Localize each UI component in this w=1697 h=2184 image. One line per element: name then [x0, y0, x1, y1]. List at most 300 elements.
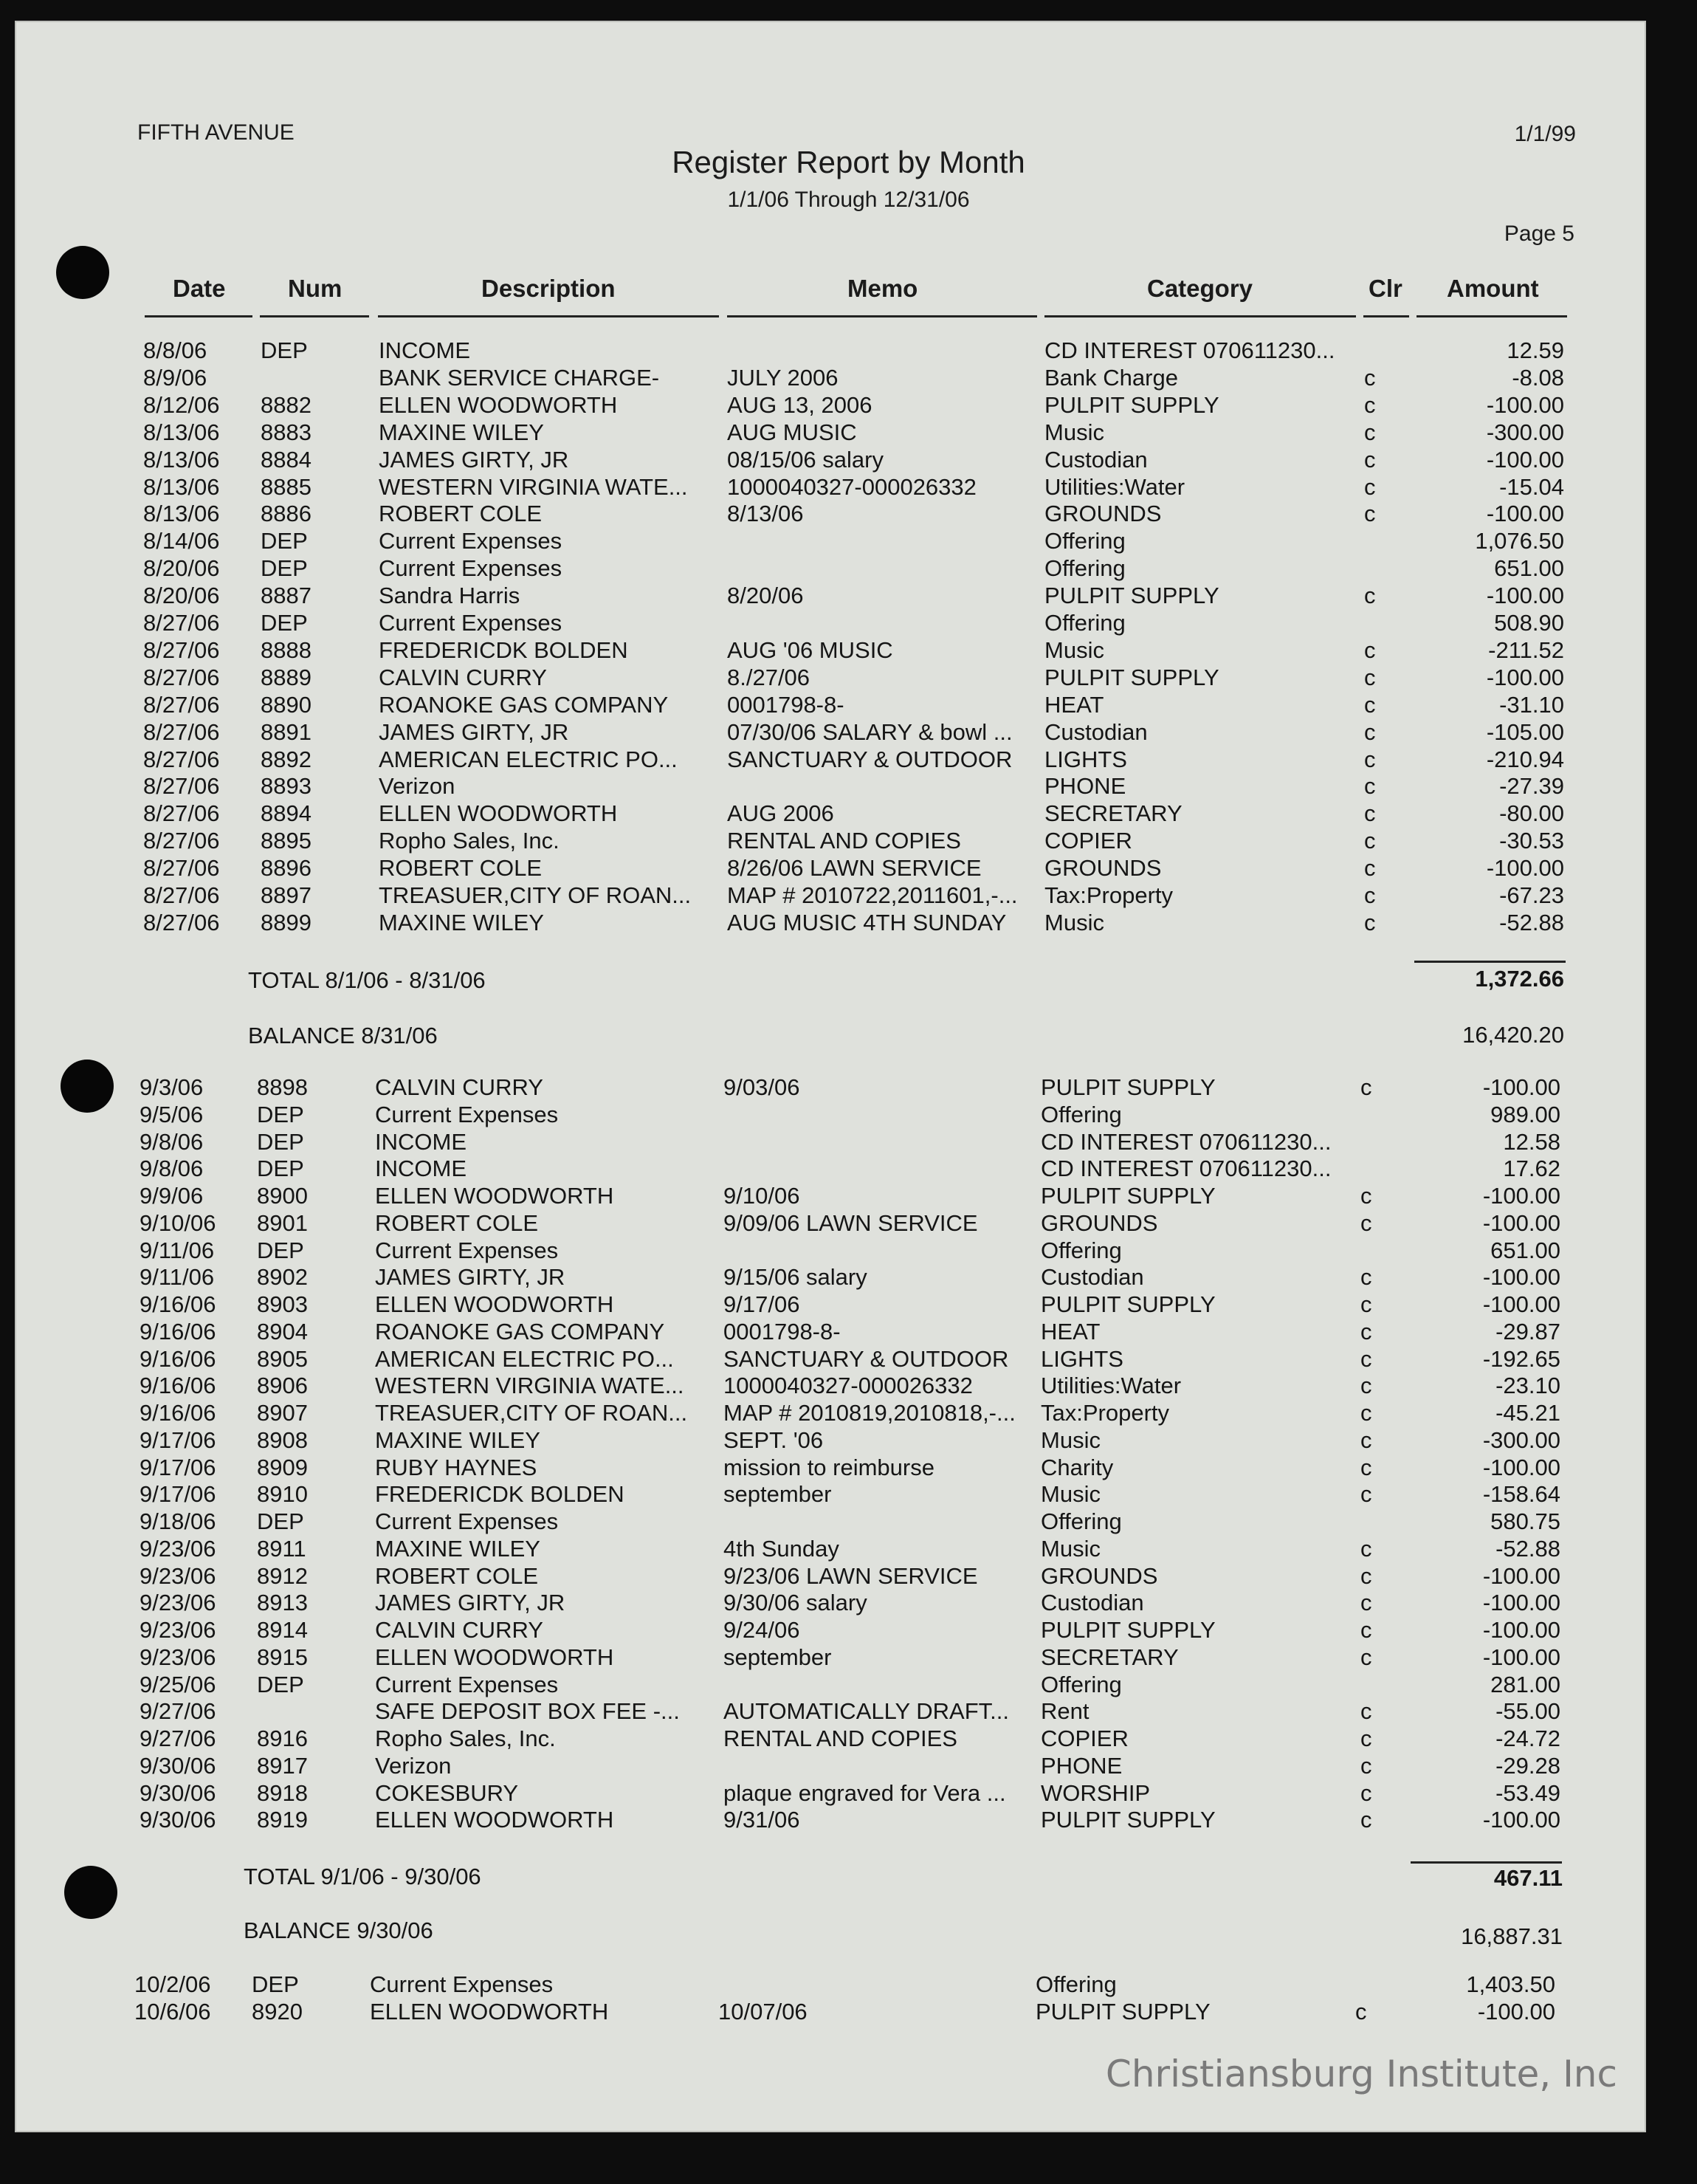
cell-category: Offering	[1044, 528, 1126, 554]
cell-date: 8/27/06	[143, 855, 220, 882]
cell-clr: c	[1360, 1752, 1372, 1779]
cell-date: 8/14/06	[143, 528, 220, 554]
cell-description: INCOME	[375, 1155, 467, 1182]
cell-category: PULPIT SUPPLY	[1041, 1074, 1216, 1100]
cell-category: Utilities:Water	[1044, 473, 1185, 500]
cell-memo: 8/13/06	[727, 501, 804, 527]
cell-date: 8/13/06	[143, 473, 220, 500]
cell-date: 9/16/06	[140, 1318, 216, 1345]
cell-clr: c	[1360, 1426, 1372, 1453]
cell-date: 8/27/06	[143, 882, 220, 908]
cell-clr: c	[1360, 1291, 1372, 1317]
cell-clr: c	[1364, 473, 1376, 500]
cell-memo: mission to reimburse	[723, 1454, 934, 1480]
cell-date: 8/9/06	[143, 364, 207, 391]
cell-date: 9/16/06	[140, 1373, 216, 1399]
cell-clr: c	[1364, 800, 1376, 827]
cell-num: 8890	[261, 691, 311, 718]
table-row	[0, 1291, 1693, 1319]
table-row	[0, 1617, 1693, 1644]
august-total-amount: 1,372.66	[1475, 966, 1564, 992]
cell-clr: c	[1360, 1698, 1372, 1725]
cell-num: 8901	[257, 1209, 308, 1236]
cell-memo: 0001798-8-	[727, 691, 844, 718]
cell-memo: SANCTUARY & OUTDOOR	[723, 1345, 1009, 1372]
cell-description: ROBERT COLE	[379, 855, 543, 882]
cell-category: CD INTEREST 070611230...	[1044, 337, 1335, 363]
cell-memo: september	[723, 1481, 832, 1508]
cell-description: AMERICAN ELECTRIC PO...	[375, 1345, 674, 1372]
cell-memo: 9/23/06 LAWN SERVICE	[723, 1562, 978, 1589]
cell-num: DEP	[257, 1508, 304, 1534]
cell-date: 9/25/06	[140, 1671, 216, 1697]
table-row	[0, 1427, 1693, 1455]
cell-date: 9/10/06	[140, 1209, 216, 1236]
cell-memo: AUG 2006	[727, 800, 834, 827]
cell-memo: RENTAL AND COPIES	[723, 1725, 957, 1751]
watermark-text: Christiansburg Institute, Inc	[1105, 2053, 1617, 2095]
cell-clr: c	[1364, 718, 1376, 745]
cell-clr: c	[1364, 773, 1376, 800]
table-row	[0, 1725, 1693, 1753]
cell-num: 8910	[257, 1481, 308, 1508]
cell-amount: -100.00	[1482, 1291, 1560, 1317]
cell-clr: c	[1364, 855, 1376, 882]
cell-clr: c	[1360, 1590, 1372, 1616]
cell-category: LIGHTS	[1044, 746, 1127, 772]
binder-hole-top	[56, 246, 109, 299]
cell-clr: c	[1360, 1779, 1372, 1806]
table-row	[0, 1400, 1693, 1427]
col-underline-description	[378, 315, 719, 317]
col-header-num: Num	[288, 275, 343, 302]
september-balance-label: BALANCE 9/30/06	[244, 1917, 433, 1943]
cell-date: 9/11/06	[140, 1237, 215, 1263]
table-row	[0, 1807, 1693, 1834]
cell-num: 8899	[261, 909, 311, 935]
col-underline-amount	[1417, 315, 1567, 317]
table-row	[0, 1536, 1693, 1563]
cell-date: 8/27/06	[143, 636, 220, 663]
cell-date: 9/23/06	[140, 1562, 216, 1589]
table-row	[0, 1074, 1693, 1102]
cell-description: Current Expenses	[370, 1971, 554, 1997]
cell-category: PULPIT SUPPLY	[1041, 1617, 1216, 1643]
page-number: Page 5	[1504, 222, 1574, 246]
table-row	[0, 337, 1697, 365]
cell-category: Tax:Property	[1044, 882, 1174, 908]
table-row	[0, 419, 1697, 447]
cell-description: ELLEN WOODWORTH	[379, 391, 618, 418]
table-row	[0, 1264, 1693, 1291]
cell-num: DEP	[261, 337, 308, 363]
cell-description: CALVIN CURRY	[375, 1074, 543, 1100]
report-print-date: 1/1/99	[1514, 122, 1576, 146]
cell-memo: JULY 2006	[727, 364, 839, 391]
cell-num: DEP	[257, 1237, 304, 1263]
cell-clr: c	[1360, 1183, 1372, 1209]
cell-date: 8/27/06	[143, 773, 220, 800]
cell-clr: c	[1360, 1644, 1372, 1670]
cell-amount: -100.00	[1482, 1562, 1560, 1589]
cell-memo: MAP # 2010722,2011601,-...	[727, 882, 1018, 908]
cell-category: PULPIT SUPPLY	[1044, 664, 1219, 690]
cell-description: JAMES GIRTY, JR	[375, 1264, 565, 1291]
cell-description: ELLEN WOODWORTH	[375, 1644, 614, 1670]
cell-description: TREASUER,CITY OF ROAN...	[375, 1400, 688, 1426]
cell-clr: c	[1364, 364, 1376, 391]
cell-num: 8909	[257, 1454, 308, 1480]
cell-amount: -300.00	[1486, 419, 1564, 445]
cell-clr: c	[1364, 636, 1376, 663]
cell-num: 8913	[257, 1590, 308, 1616]
cell-amount: -100.00	[1486, 391, 1564, 418]
cell-category: Rent	[1041, 1698, 1090, 1725]
cell-num: 8895	[261, 828, 311, 854]
cell-date: 9/17/06	[140, 1481, 216, 1508]
cell-category: Music	[1041, 1426, 1101, 1453]
cell-date: 9/30/06	[140, 1752, 216, 1779]
cell-num: 8883	[261, 419, 311, 445]
cell-date: 9/27/06	[140, 1725, 216, 1751]
cell-category: Offering	[1044, 610, 1126, 636]
cell-memo: AUTOMATICALLY DRAFT...	[723, 1698, 1010, 1725]
cell-num: 8896	[261, 855, 311, 882]
table-row	[0, 1346, 1693, 1373]
table-row	[0, 1672, 1693, 1699]
cell-num: 8894	[261, 800, 311, 827]
cell-amount: 651.00	[1490, 1237, 1560, 1263]
cell-date: 8/13/06	[143, 446, 220, 473]
cell-category: WORSHIP	[1041, 1779, 1151, 1806]
cell-description: Current Expenses	[375, 1101, 559, 1127]
cell-category: Tax:Property	[1041, 1400, 1170, 1426]
cell-category: Custodian	[1041, 1264, 1144, 1291]
cell-num: 8888	[261, 636, 311, 663]
cell-clr: c	[1360, 1481, 1372, 1508]
cell-clr: c	[1355, 1999, 1367, 2025]
cell-num: 8889	[261, 664, 311, 690]
cell-amount: -24.72	[1495, 1725, 1560, 1751]
table-row	[0, 1508, 1693, 1536]
cell-description: CALVIN CURRY	[379, 664, 547, 690]
cell-description: ELLEN WOODWORTH	[375, 1807, 614, 1833]
cell-memo: 9/17/06	[723, 1291, 800, 1317]
table-row	[0, 528, 1697, 555]
cell-memo: 10/07/06	[718, 1999, 808, 2025]
cell-date: 9/3/06	[140, 1074, 204, 1100]
col-header-description: Description	[481, 275, 616, 302]
table-row	[0, 637, 1697, 665]
cell-num: 8914	[257, 1617, 308, 1643]
table-row	[0, 474, 1697, 501]
cell-amount: -52.88	[1495, 1535, 1560, 1562]
table-row	[0, 1319, 1693, 1346]
table-row	[0, 1481, 1693, 1508]
table-row	[0, 555, 1697, 583]
cell-memo: 1000040327-000026332	[727, 473, 977, 500]
table-row	[0, 800, 1697, 828]
cell-num: 8900	[257, 1183, 308, 1209]
table-row	[0, 1155, 1693, 1183]
cell-memo: 08/15/06 salary	[727, 446, 884, 473]
cell-num: 8893	[261, 773, 311, 800]
table-row	[0, 1999, 1688, 2026]
table-row	[0, 665, 1697, 692]
cell-clr: c	[1364, 419, 1376, 445]
cell-amount: -53.49	[1495, 1779, 1560, 1806]
cell-memo: AUG MUSIC 4TH SUNDAY	[727, 909, 1007, 935]
cell-category: Custodian	[1044, 446, 1148, 473]
col-header-memo: Memo	[847, 275, 918, 302]
cell-category: PULPIT SUPPLY	[1036, 1999, 1211, 2025]
cell-clr: c	[1360, 1617, 1372, 1643]
table-row	[0, 610, 1697, 637]
table-row	[0, 1102, 1693, 1129]
september-total-label: TOTAL 9/1/06 - 9/30/06	[244, 1864, 481, 1889]
cell-date: 10/6/06	[134, 1999, 211, 2025]
cell-description: ROBERT COLE	[375, 1562, 539, 1589]
cell-amount: -100.00	[1482, 1183, 1560, 1209]
cell-amount: -100.00	[1477, 1999, 1555, 2025]
table-row	[0, 1563, 1693, 1590]
cell-category: CD INTEREST 070611230...	[1041, 1155, 1332, 1182]
cell-clr: c	[1360, 1345, 1372, 1372]
cell-memo: 4th Sunday	[723, 1535, 839, 1562]
table-row	[0, 1644, 1693, 1672]
cell-num: 8911	[257, 1535, 306, 1562]
cell-description: MAXINE WILEY	[379, 419, 544, 445]
table-row	[0, 447, 1697, 474]
cell-date: 9/18/06	[140, 1508, 216, 1534]
cell-category: Music	[1044, 419, 1104, 445]
cell-clr: c	[1360, 1535, 1372, 1562]
cell-clr: c	[1360, 1400, 1372, 1426]
cell-memo: 1000040327-000026332	[723, 1373, 973, 1399]
cell-num: 8887	[261, 583, 311, 609]
cell-memo: 07/30/06 SALARY & bowl ...	[727, 718, 1013, 745]
cell-category: HEAT	[1041, 1318, 1101, 1345]
cell-description: JAMES GIRTY, JR	[379, 718, 569, 745]
cell-num: 8905	[257, 1345, 308, 1372]
cell-description: TREASUER,CITY OF ROAN...	[379, 882, 692, 908]
cell-amount: -67.23	[1499, 882, 1564, 908]
cell-description: MAXINE WILEY	[379, 909, 544, 935]
cell-description: Current Expenses	[379, 528, 562, 554]
cell-clr: c	[1360, 1454, 1372, 1480]
cell-description: ELLEN WOODWORTH	[370, 1999, 609, 2025]
table-row	[0, 1373, 1693, 1400]
cell-date: 9/23/06	[140, 1644, 216, 1670]
cell-description: COKESBURY	[375, 1779, 519, 1806]
cell-num: DEP	[261, 528, 308, 554]
cell-clr: c	[1360, 1807, 1372, 1833]
cell-category: Charity	[1041, 1454, 1114, 1480]
col-underline-num	[260, 315, 369, 317]
cell-num: 8886	[261, 501, 311, 527]
cell-category: Offering	[1041, 1671, 1122, 1697]
cell-amount: -8.08	[1512, 364, 1564, 391]
cell-amount: -30.53	[1499, 828, 1564, 854]
cell-memo: 0001798-8-	[723, 1318, 841, 1345]
cell-amount: 508.90	[1494, 610, 1564, 636]
cell-date: 9/23/06	[140, 1535, 216, 1562]
cell-amount: 17.62	[1503, 1155, 1560, 1182]
cell-date: 9/17/06	[140, 1426, 216, 1453]
table-row	[0, 1455, 1693, 1482]
cell-description: Current Expenses	[375, 1671, 559, 1697]
cell-category: COPIER	[1041, 1725, 1129, 1751]
cell-num: 8885	[261, 473, 311, 500]
cell-memo: AUG '06 MUSIC	[727, 636, 893, 663]
september-total-rule	[1411, 1861, 1562, 1864]
cell-date: 8/27/06	[143, 718, 220, 745]
cell-description: Current Expenses	[375, 1237, 559, 1263]
cell-description: ELLEN WOODWORTH	[379, 800, 618, 827]
cell-description: BANK SERVICE CHARGE-	[379, 364, 660, 391]
cell-date: 8/27/06	[143, 610, 220, 636]
cell-amount: -27.39	[1499, 773, 1564, 800]
cell-amount: -158.64	[1482, 1481, 1560, 1508]
cell-num: 8920	[252, 1999, 303, 2025]
cell-date: 8/27/06	[143, 691, 220, 718]
cell-description: FREDERICDK BOLDEN	[375, 1481, 624, 1508]
organization-name: FIFTH AVENUE	[137, 120, 295, 145]
cell-category: Custodian	[1041, 1590, 1144, 1616]
cell-clr: c	[1364, 909, 1376, 935]
cell-amount: -100.00	[1486, 501, 1564, 527]
table-row	[0, 1590, 1693, 1617]
cell-num: DEP	[257, 1128, 304, 1155]
cell-memo: SEPT. '06	[723, 1426, 824, 1453]
cell-amount: -31.10	[1499, 691, 1564, 718]
cell-amount: -100.00	[1482, 1074, 1560, 1100]
cell-category: Music	[1044, 909, 1104, 935]
cell-clr: c	[1360, 1318, 1372, 1345]
cell-num: 8906	[257, 1373, 308, 1399]
cell-num: 8908	[257, 1426, 308, 1453]
cell-amount: -100.00	[1486, 855, 1564, 882]
cell-description: ROANOKE GAS COMPANY	[375, 1318, 665, 1345]
cell-memo: 9/24/06	[723, 1617, 800, 1643]
cell-date: 8/13/06	[143, 501, 220, 527]
cell-amount: -100.00	[1486, 583, 1564, 609]
table-row	[0, 1780, 1693, 1807]
cell-num: DEP	[261, 610, 308, 636]
cell-clr: c	[1360, 1209, 1372, 1236]
cell-clr: c	[1364, 828, 1376, 854]
cell-amount: 1,403.50	[1466, 1971, 1555, 1997]
cell-memo: september	[723, 1644, 832, 1670]
cell-category: LIGHTS	[1041, 1345, 1123, 1372]
cell-description: Ropho Sales, Inc.	[379, 828, 560, 854]
cell-amount: -100.00	[1482, 1807, 1560, 1833]
table-row	[0, 1183, 1693, 1210]
table-row	[0, 719, 1697, 746]
cell-memo: AUG MUSIC	[727, 419, 857, 445]
cell-amount: -211.52	[1488, 636, 1564, 663]
cell-amount: -29.87	[1495, 1318, 1560, 1345]
cell-clr: c	[1360, 1562, 1372, 1589]
cell-num: 8916	[257, 1725, 308, 1751]
cell-clr: c	[1360, 1074, 1372, 1100]
cell-date: 8/20/06	[143, 583, 220, 609]
cell-num: 8898	[257, 1074, 308, 1100]
cell-date: 9/5/06	[140, 1101, 204, 1127]
august-balance-label: BALANCE 8/31/06	[248, 1023, 438, 1048]
cell-category: PULPIT SUPPLY	[1044, 391, 1219, 418]
cell-clr: c	[1364, 746, 1376, 772]
cell-date: 8/27/06	[143, 664, 220, 690]
cell-description: JAMES GIRTY, JR	[375, 1590, 565, 1616]
cell-amount: -100.00	[1482, 1209, 1560, 1236]
cell-date: 8/27/06	[143, 800, 220, 827]
table-row	[0, 1129, 1693, 1156]
cell-date: 9/9/06	[140, 1183, 204, 1209]
cell-memo: 9/15/06 salary	[723, 1264, 867, 1291]
cell-amount: -192.65	[1482, 1345, 1560, 1372]
august-balance-amount: 16,420.20	[1462, 1022, 1564, 1048]
cell-category: GROUNDS	[1044, 501, 1162, 527]
cell-description: Sandra Harris	[379, 583, 520, 609]
cell-description: ROANOKE GAS COMPANY	[379, 691, 669, 718]
cell-memo: AUG 13, 2006	[727, 391, 872, 418]
cell-num: 8904	[257, 1318, 308, 1345]
cell-clr: c	[1364, 391, 1376, 418]
cell-date: 9/8/06	[140, 1155, 204, 1182]
cell-date: 9/30/06	[140, 1807, 216, 1833]
report-date-range: 1/1/06 Through 12/31/06	[727, 188, 970, 212]
cell-description: Verizon	[375, 1752, 452, 1779]
cell-category: Offering	[1036, 1971, 1117, 1997]
cell-category: Custodian	[1044, 718, 1148, 745]
table-row	[0, 882, 1697, 910]
cell-amount: -100.00	[1482, 1590, 1560, 1616]
cell-category: PHONE	[1041, 1752, 1123, 1779]
cell-num: DEP	[257, 1671, 304, 1697]
cell-category: COPIER	[1044, 828, 1132, 854]
table-row	[0, 910, 1697, 937]
cell-category: GROUNDS	[1041, 1209, 1158, 1236]
cell-description: Current Expenses	[379, 555, 562, 582]
table-row	[0, 1698, 1693, 1725]
cell-num: DEP	[252, 1971, 299, 1997]
cell-category: PULPIT SUPPLY	[1041, 1807, 1216, 1833]
cell-description: FREDERICDK BOLDEN	[379, 636, 628, 663]
cell-num: DEP	[257, 1155, 304, 1182]
table-row	[0, 692, 1697, 719]
cell-clr: c	[1364, 583, 1376, 609]
table-row	[0, 392, 1697, 419]
col-header-clr: Clr	[1369, 275, 1402, 302]
cell-amount: 651.00	[1494, 555, 1564, 582]
cell-description: SAFE DEPOSIT BOX FEE -...	[375, 1698, 680, 1725]
september-total-amount: 467.11	[1493, 1865, 1563, 1891]
cell-num: 8902	[257, 1264, 308, 1291]
cell-memo: 8/26/06 LAWN SERVICE	[727, 855, 982, 882]
cell-amount: 989.00	[1490, 1101, 1560, 1127]
table-row	[0, 1237, 1693, 1265]
cell-num: 8907	[257, 1400, 308, 1426]
cell-amount: -300.00	[1482, 1426, 1560, 1453]
cell-date: 9/30/06	[140, 1779, 216, 1806]
cell-description: WESTERN VIRGINIA WATE...	[379, 473, 688, 500]
cell-description: ELLEN WOODWORTH	[375, 1291, 614, 1317]
cell-num: 8891	[261, 718, 311, 745]
cell-date: 9/8/06	[140, 1128, 204, 1155]
cell-memo: SANCTUARY & OUTDOOR	[727, 746, 1013, 772]
cell-clr: c	[1364, 664, 1376, 690]
